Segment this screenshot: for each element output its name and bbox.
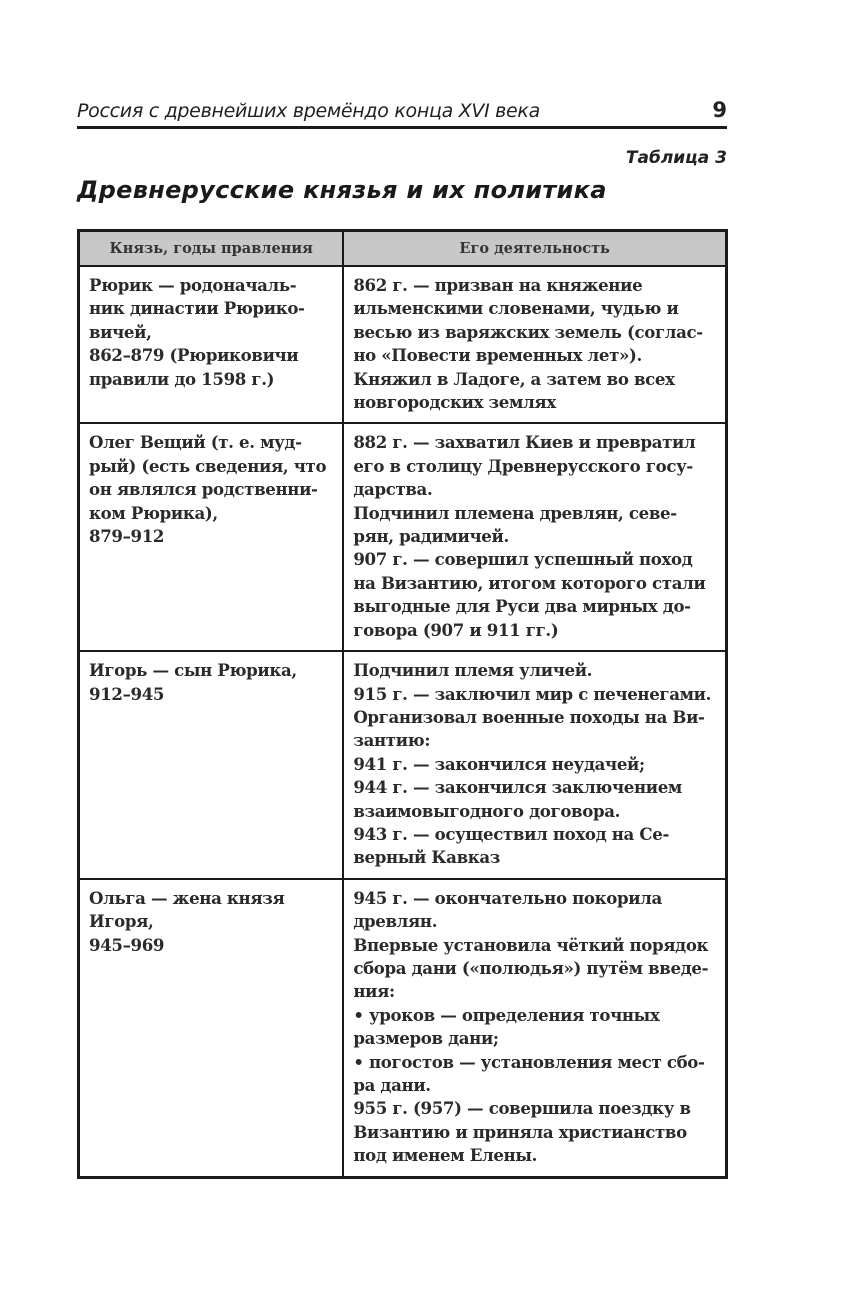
text-line: он являлся родственни- bbox=[89, 479, 318, 500]
text-line: ильменскими словенами, чудью и bbox=[353, 298, 679, 319]
table-title: Древнерусские князья и их политика bbox=[77, 176, 607, 204]
running-header bbox=[77, 92, 727, 129]
text-line: 945 г. — окончательно покорила bbox=[353, 887, 662, 908]
text-line: • уроков — определения точных bbox=[353, 1004, 660, 1025]
text-line: ник династии Рюрико- bbox=[89, 298, 305, 319]
text-line: весью из варяжских земель (соглас- bbox=[353, 321, 703, 342]
text-line: 945–969 bbox=[89, 934, 165, 955]
activity-cell bbox=[343, 879, 726, 1177]
prince-cell bbox=[79, 651, 344, 879]
table-row bbox=[79, 266, 727, 423]
text-line: правили до 1598 г.) bbox=[89, 368, 275, 389]
text-line: рый) (есть сведения, что bbox=[89, 455, 327, 476]
text-line: рян, радимичей. bbox=[353, 526, 509, 547]
text-line: сбора дани («полюдья») путём введе- bbox=[353, 957, 709, 978]
table-label: Таблица 3 bbox=[625, 148, 727, 168]
text-line: Византию и приняла христианство bbox=[353, 1121, 687, 1142]
text-line: под именем Елены. bbox=[353, 1145, 538, 1166]
text-line: 955 г. (957) — совершила поездку в bbox=[353, 1098, 691, 1119]
text-line: 862–879 (Рюриковичи bbox=[89, 345, 299, 366]
table-header-row bbox=[79, 231, 727, 267]
text-line: выгодные для Руси два мирных до- bbox=[353, 596, 691, 617]
text-line: 915 г. — заключил мир с печенегами. bbox=[353, 683, 712, 704]
running-title: Россия с древнейших времёндо конца XVI века bbox=[77, 100, 540, 122]
text-line: взаимовыгодного договора. bbox=[353, 800, 621, 821]
text-line: Игорь — сын Рюрика, bbox=[89, 660, 297, 681]
activity-cell bbox=[343, 423, 726, 651]
text-line: верный Кавказ bbox=[353, 847, 501, 868]
text-line: Впервые установила чёткий порядок bbox=[353, 934, 709, 955]
text-line: его в столицу Древнерусского госу- bbox=[353, 455, 693, 476]
text-line: размеров дани; bbox=[353, 1028, 499, 1049]
page-number: 9 bbox=[712, 98, 727, 122]
text-line: Подчинил племя уличей. bbox=[353, 660, 593, 681]
text-line: зантию: bbox=[353, 730, 431, 751]
text-line: Игоря, bbox=[89, 911, 154, 932]
prince-cell bbox=[79, 423, 344, 651]
text-line: Ольга — жена князя bbox=[89, 887, 285, 908]
column-header-prince: Князь, годы правления bbox=[79, 231, 344, 267]
text-line: Княжил в Ладоге, а затем во всех bbox=[353, 368, 675, 389]
text-line: Олег Вещий (т. е. муд- bbox=[89, 432, 302, 453]
text-line: на Византию, итогом которого стали bbox=[353, 572, 706, 593]
text-line: 912–945 bbox=[89, 683, 165, 704]
text-line: дарства. bbox=[353, 479, 433, 500]
text-line: 943 г. — осуществил поход на Се- bbox=[353, 823, 669, 844]
table-row bbox=[79, 651, 727, 879]
table-row bbox=[79, 879, 727, 1177]
text-line: 907 г. — совершил успешный поход bbox=[353, 549, 693, 570]
text-line: 879–912 bbox=[89, 526, 165, 547]
prince-cell bbox=[79, 266, 344, 423]
prince-cell bbox=[79, 879, 344, 1177]
text-line: древлян. bbox=[353, 911, 438, 932]
column-header-activity: Его деятельность bbox=[343, 231, 726, 267]
text-line: • погостов — установления мест сбо- bbox=[353, 1051, 705, 1072]
table-row bbox=[79, 423, 727, 651]
text-line: вичей, bbox=[89, 321, 152, 342]
text-line: ра дани. bbox=[353, 1075, 431, 1095]
text-line: ния: bbox=[353, 981, 395, 1002]
activity-cell bbox=[343, 651, 726, 879]
text-line: Подчинил племена древлян, севе- bbox=[353, 502, 677, 523]
text-line: но «Повести временных лет»). bbox=[353, 345, 642, 366]
text-line: 862 г. — призван на княжение bbox=[353, 275, 643, 295]
text-line: новгородских землях bbox=[353, 392, 556, 413]
text-line: Организовал военные походы на Ви- bbox=[353, 706, 705, 727]
text-line: 944 г. — закончился заключением bbox=[353, 777, 682, 798]
text-line: 941 г. — закончился неудачей; bbox=[353, 753, 645, 774]
text-line: говора (907 и 911 гг.) bbox=[353, 619, 559, 640]
activity-cell bbox=[343, 266, 726, 423]
text-line: Рюрик — родоначаль- bbox=[89, 275, 297, 295]
princes-table bbox=[77, 229, 728, 1179]
text-line: ком Рюрика), bbox=[89, 502, 218, 523]
text-line: 882 г. — захватил Киев и превратил bbox=[353, 432, 696, 453]
